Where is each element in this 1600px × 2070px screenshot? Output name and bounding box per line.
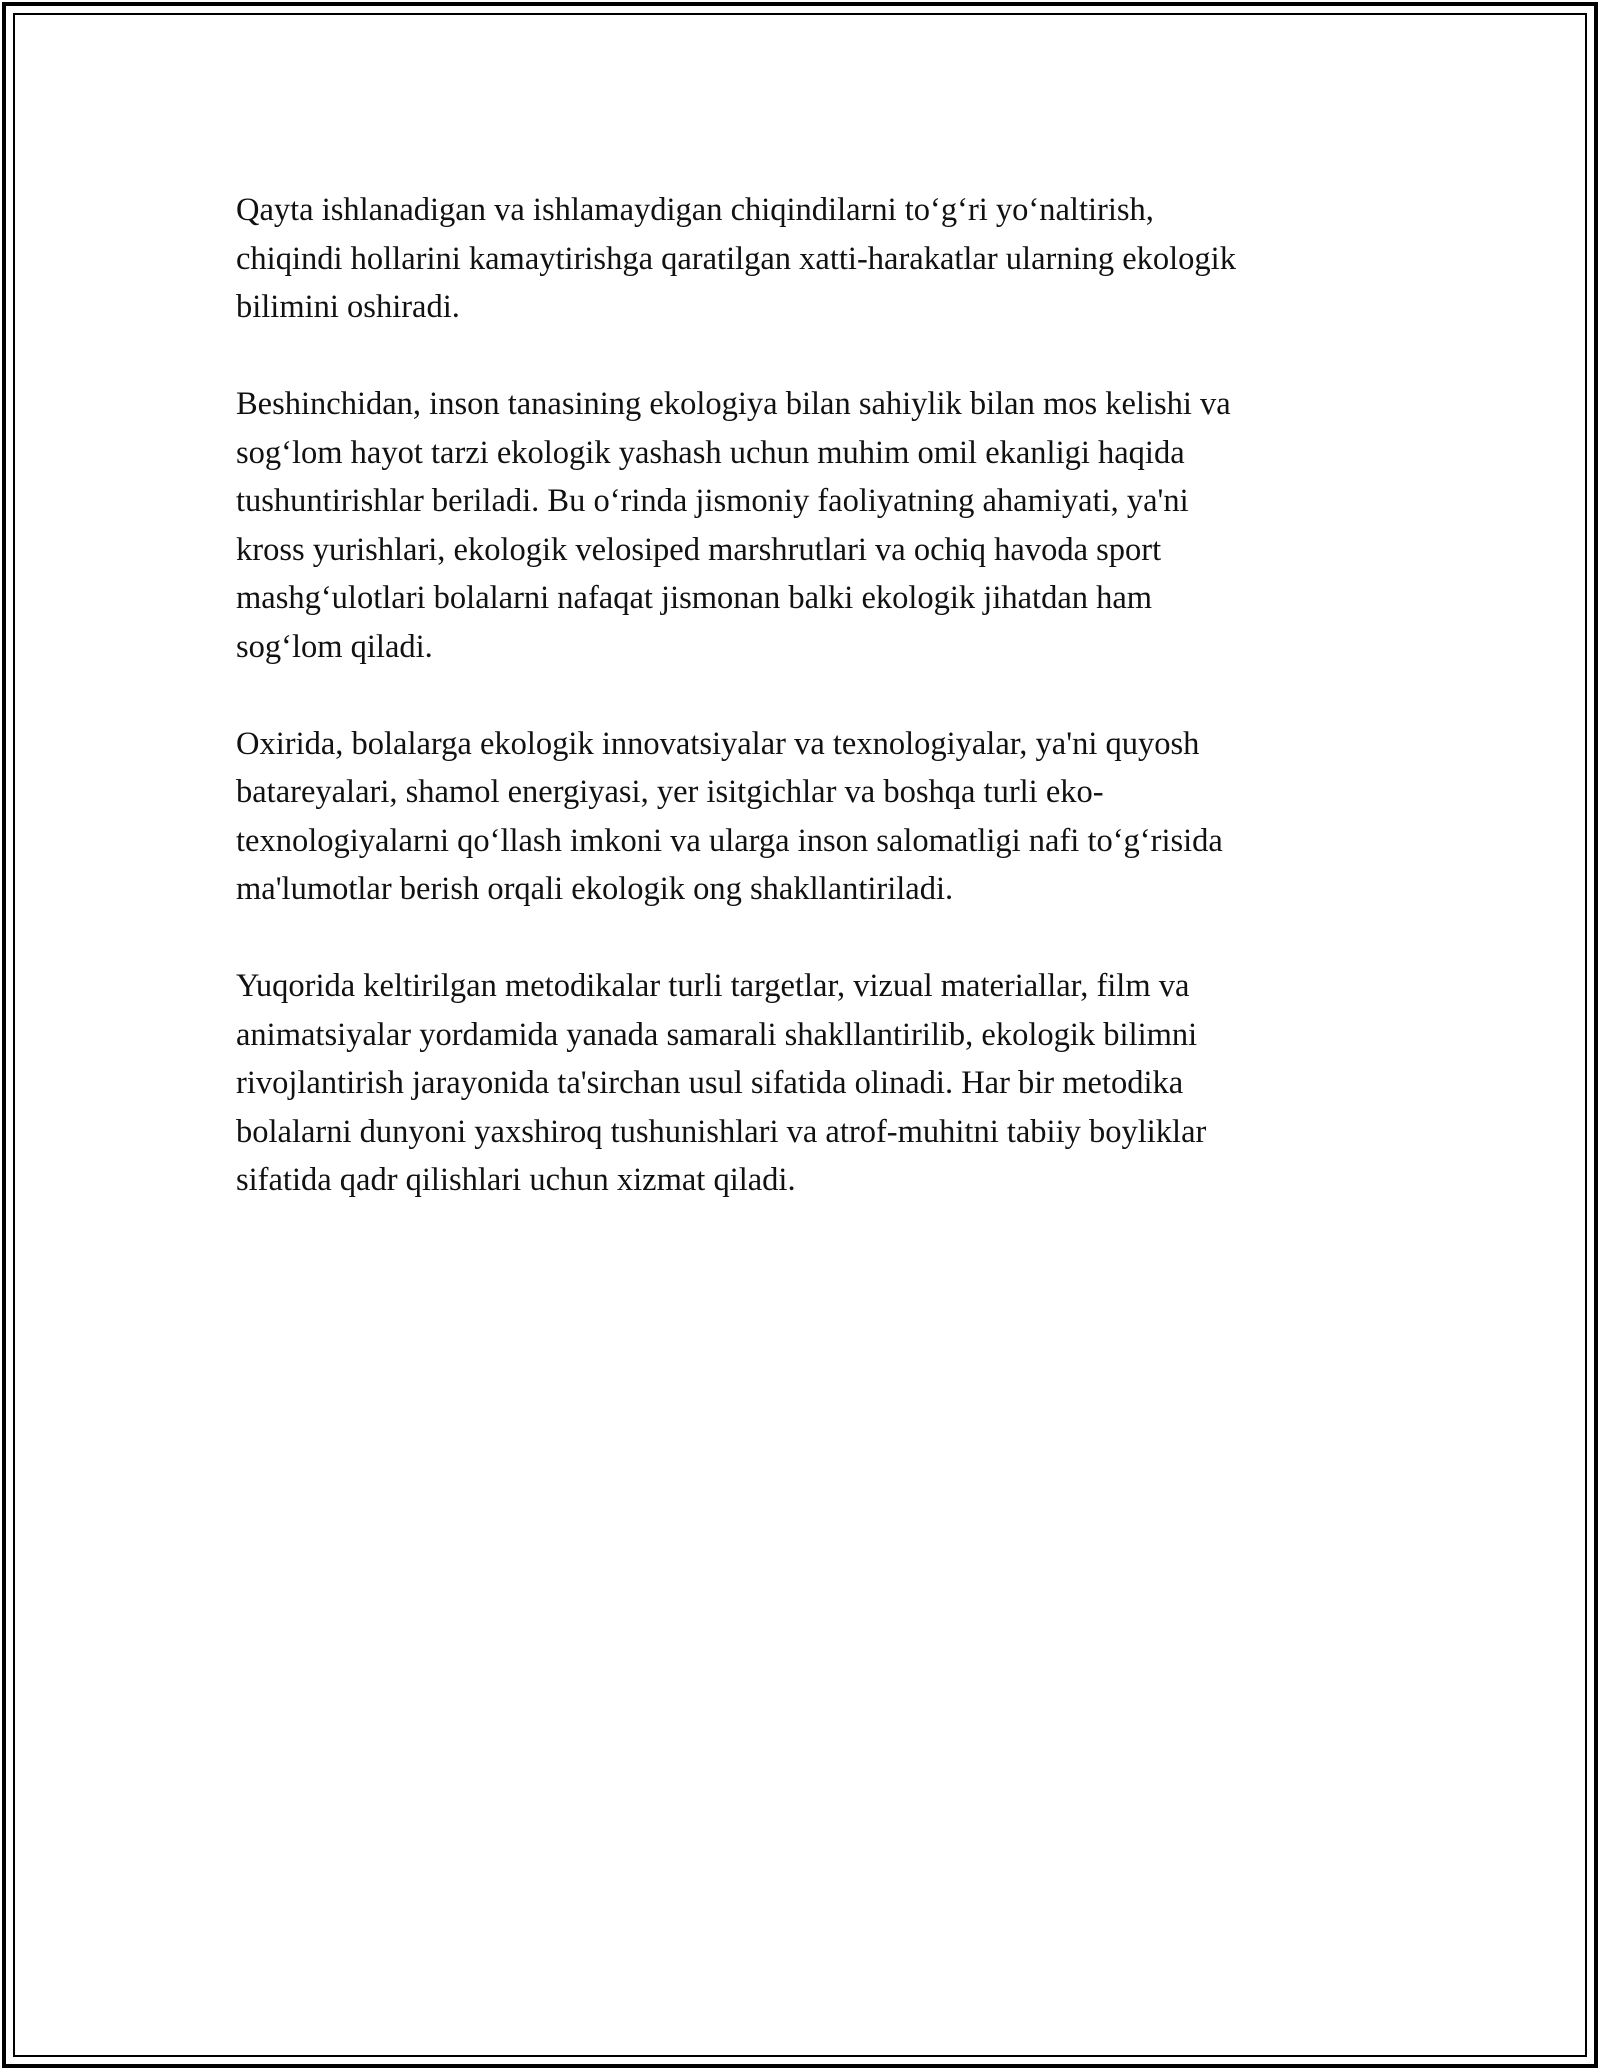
paragraph-line: Yuqorida keltirilgan metodikalar turli targetlar, vizual materiallar, film va — [236, 968, 1190, 1004]
paragraph-line: batareyalari, shamol energiyasi, yer isitgichlar va boshqa turli eko- — [236, 774, 1104, 810]
paragraph-line: tushuntirishlar beriladi. Bu o‘rinda jismoniy faoliyatning ahamiyati, ya'ni — [236, 483, 1189, 519]
paragraph-line: sog‘lom qiladi. — [236, 628, 433, 665]
paragraph-line: sifatida qadr qilishlari uchun xizmat qiladi. — [236, 1162, 796, 1198]
paragraph-line: Beshinchidan, inson tanasining ekologiya bilan sahiylik bilan mos kelishi va — [236, 386, 1231, 422]
paragraph-4 — [236, 962, 1371, 1205]
document-body — [236, 186, 1371, 1253]
paragraph-line: chiqindi hollarini kamaytirishga qaratilgan xatti-harakatlar ularning ekologik — [236, 240, 1236, 277]
paragraph-line: sog‘lom hayot tarzi ekologik yashash uchun muhim omil ekanligi haqida — [236, 434, 1185, 471]
paragraph-line: animatsiyalar yordamida yanada samarali shakllantirilib, ekologik bilimni — [236, 1016, 1198, 1053]
paragraph-2 — [236, 380, 1371, 671]
paragraph-line: bolalarni dunyoni yaxshiroq tushunishlari va atrof-muhitni tabiiy boyliklar — [236, 1113, 1207, 1150]
paragraph-line: kross yurishlari, ekologik velosiped marshrutlari va ochiq havoda sport — [236, 531, 1162, 568]
paragraph-line: mashg‘ulotlari bolalarni nafaqat jismonan balki ekologik jihatdan ham — [236, 580, 1153, 616]
paragraph-line: texnologiyalarni qo‘llash imkoni va ularga inson salomatligi nafi to‘g‘risida — [236, 822, 1223, 859]
paragraph-line: ma'lumotlar berish orqali ekologik ong shakllantiriladi. — [236, 871, 954, 907]
paragraph-1 — [236, 186, 1371, 332]
paragraph-line: Oxirida, bolalarga ekologik innovatsiyalar va texnologiyalar, ya'ni quyosh — [236, 725, 1200, 762]
paragraph-line: rivojlantirish jarayonida ta'sirchan usul sifatida olinadi. Har bir metodika — [236, 1065, 1184, 1101]
paragraph-line: Qayta ishlanadigan va ishlamaydigan chiqindilarni to‘g‘ri yo‘naltirish, — [236, 192, 1154, 228]
paragraph-line: bilimini oshiradi. — [236, 289, 460, 325]
paragraph-3 — [236, 720, 1371, 914]
